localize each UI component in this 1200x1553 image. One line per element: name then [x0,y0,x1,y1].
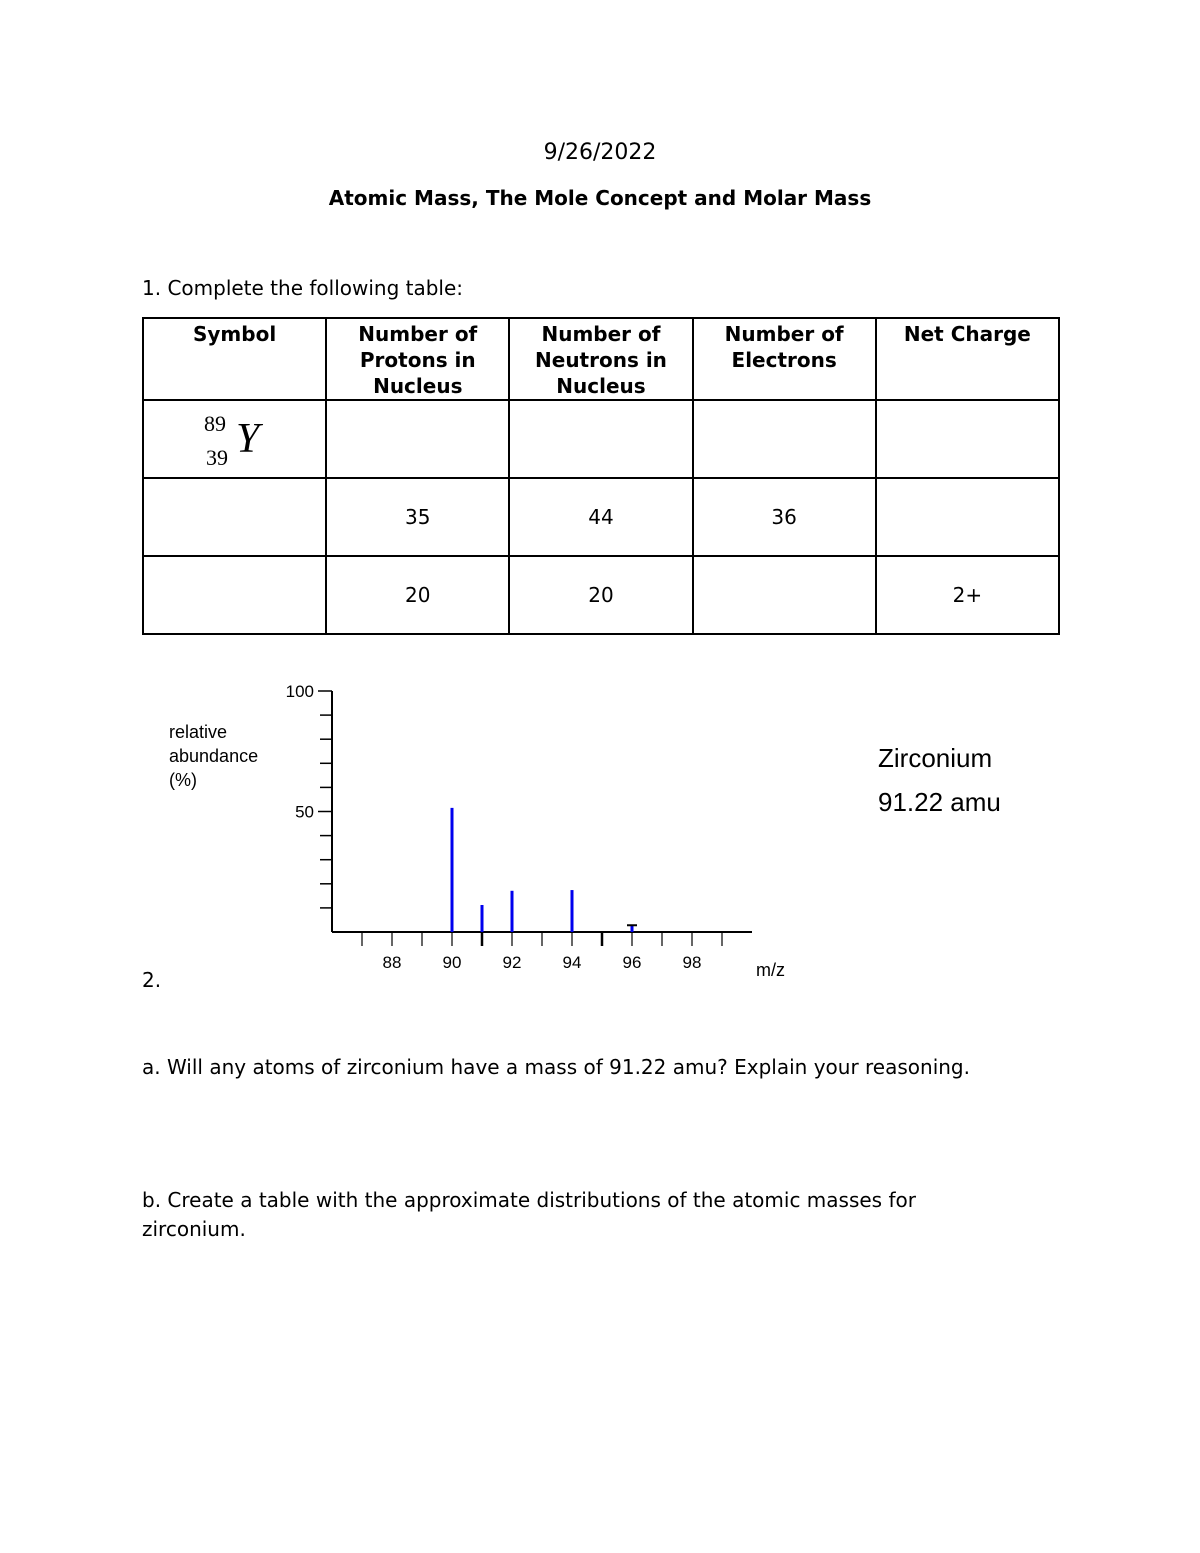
y-axis-label-line: (%) [169,770,197,790]
atom-table [142,317,1060,635]
table-row [143,556,1059,634]
table-row [143,400,1059,478]
cell-electrons [693,400,876,478]
header-symbol: Symbol [143,318,326,400]
y-axis-label-line: relative [169,722,228,742]
x-tick-label: 92 [502,953,522,972]
cell-electrons [693,556,876,634]
question-1-prompt: 1. Complete the following table: [142,276,464,300]
cell-symbol [143,400,326,478]
header-net-charge: Net Charge [876,318,1059,400]
element-symbol: Y [236,416,260,462]
mass-spectrum-chart [160,670,820,990]
question-2b: b. Create a table with the approximate distributions of the atomic masses for zirconium. [142,1188,916,1241]
document-title: Atomic Mass, The Mole Concept and Molar Mass [328,186,872,210]
cell-neutrons [509,400,692,478]
cell-protons: 35 [326,478,509,556]
x-tick-label: 96 [622,953,642,972]
x-axis-label: m/z [756,960,785,980]
cell-net-charge: 2+ [876,556,1059,634]
mass-number: 89 [204,411,226,436]
y-axis-label-line: abundance [169,746,259,766]
cell-symbol [143,556,326,634]
chart-axes [318,691,752,946]
element-name: Zirconium [878,743,993,773]
y-tick-label: 50 [295,802,314,822]
cell-net-charge [876,478,1059,556]
document-date: 9/26/2022 [543,140,657,165]
table-row [143,478,1059,556]
header-electrons: Number of Electrons [693,318,876,400]
cell-neutrons: 20 [509,556,692,634]
cell-net-charge [876,400,1059,478]
cell-protons: 20 [326,556,509,634]
y-axis-label [169,722,258,790]
cell-electrons: 36 [693,478,876,556]
atomic-number: 39 [206,445,228,470]
element-mass: 91.22 amu [878,787,1001,817]
x-tick-label: 94 [562,953,582,972]
isotope-symbol [144,401,325,477]
x-tick-label: 88 [382,953,402,972]
x-tick-label: 90 [442,953,462,972]
y-tick-label: 100 [285,682,314,701]
question-2-number: 2. [142,968,162,992]
cell-neutrons: 44 [509,478,692,556]
header-protons: Number of Protons in Nucleus [326,318,509,400]
element-label [878,736,1001,824]
question-2a: a. Will any atoms of zirconium have a mass of 91.22 amu? Explain your reasoning. [142,1055,970,1079]
chart-peaks [452,808,637,932]
table-header-row [143,318,1059,400]
x-tick-label: 98 [682,953,702,972]
header-neutrons: Number of Neutrons in Nucleus [509,318,692,400]
cell-protons [326,400,509,478]
chart-tick-labels [286,682,702,972]
cell-symbol [143,478,326,556]
